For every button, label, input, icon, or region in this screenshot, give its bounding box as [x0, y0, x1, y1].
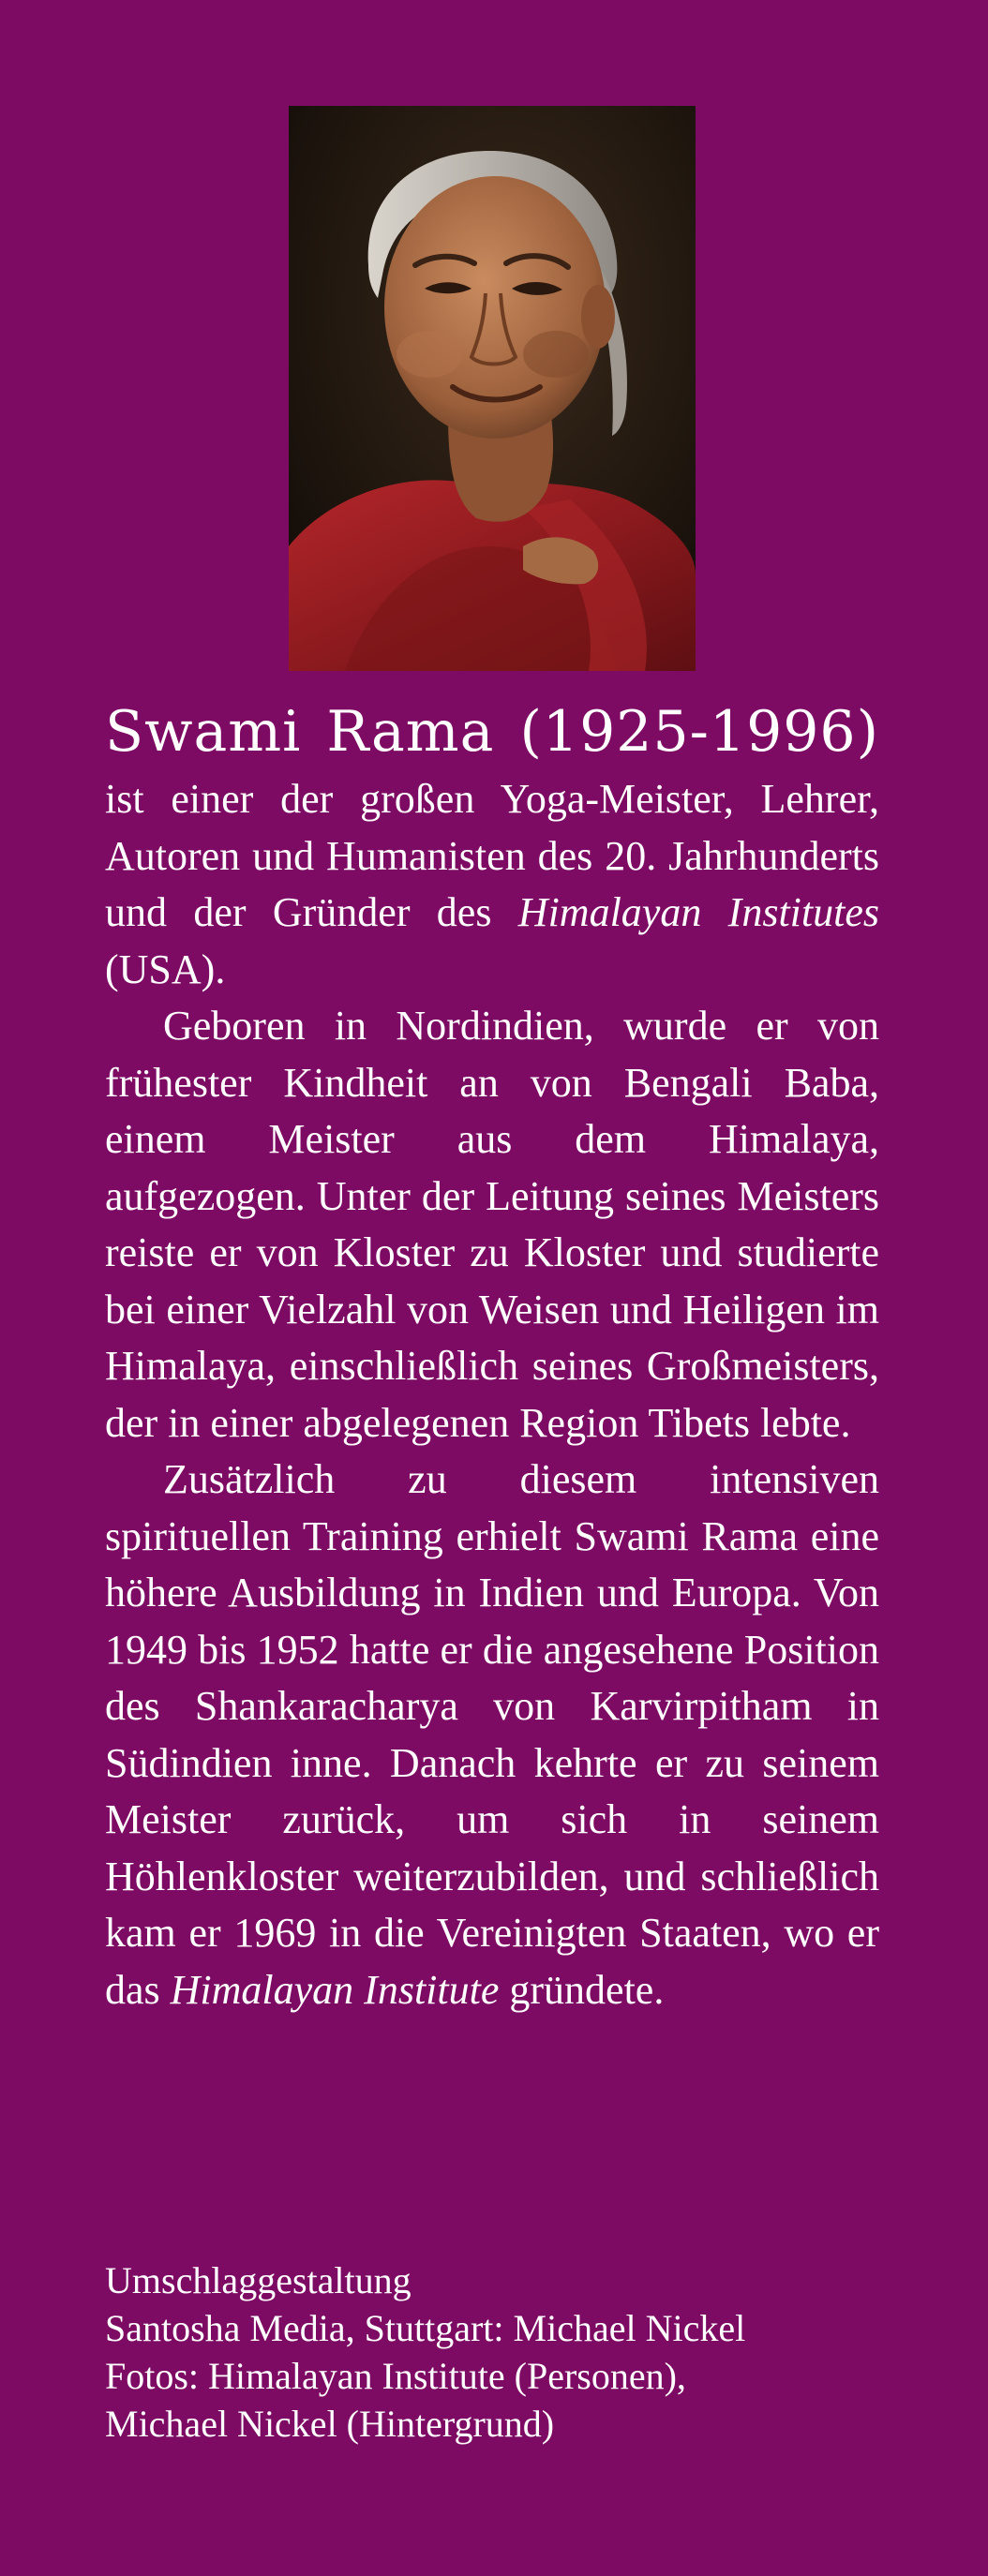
portrait-photo-icon	[289, 106, 696, 671]
cover-credits	[105, 2256, 879, 2448]
credits-line-photos: Fotos: Himalayan Institute (Personen),	[105, 2355, 686, 2397]
author-name-title: Swami Rama (1925-1996)	[105, 699, 879, 765]
bio-paragraph-3: Zusätzlich zu diesem intensiven spirituellen Training erhielt Swami Rama eine höhere Ausbildung in Indien und Europa. Von 1949 bis 1952 hatte er die angesehene Position des Shankaracharya von Karvirpitham in Südindien inne. Danach kehrte er zu seinem Meister zurück, um sich in seinem Höhlenkloster weiterzubilden, und schließlich kam er 1969 in die Vereinigten Staaten, wo er das Himalayan Institute gründete.	[105, 1456, 879, 2013]
author-bio	[105, 698, 879, 2018]
bio-paragraph-1: ist einer der großen Yoga-Meister, Lehrer, Autoren und Humanisten des 20. Jahrhunderts und der Gründer des Himalayan Institutes (USA).	[105, 776, 879, 992]
credits-line-background: Michael Nickel (Hintergrund)	[105, 2403, 555, 2445]
portrait-photo	[289, 106, 696, 671]
credits-line-design: Umschlaggestaltung	[105, 2259, 412, 2301]
bio-paragraph-2: Geboren in Nordindien, wurde er von frühester Kindheit an von Bengali Baba, einem Meister aus dem Himalaya, aufgezogen. Unter der Leitung seines Meisters reiste er von Kloster zu Kloster und studierte bei einer Vielzahl von Weisen und Heiligen im Himalaya, einschließlich seines Großmeisters, der in einer abgelegenen Region Tibets lebte.	[105, 1003, 879, 1446]
credits-line-designer: Santosha Media, Stuttgart: Michael Nickel	[105, 2307, 746, 2349]
bio-text	[105, 771, 879, 2018]
